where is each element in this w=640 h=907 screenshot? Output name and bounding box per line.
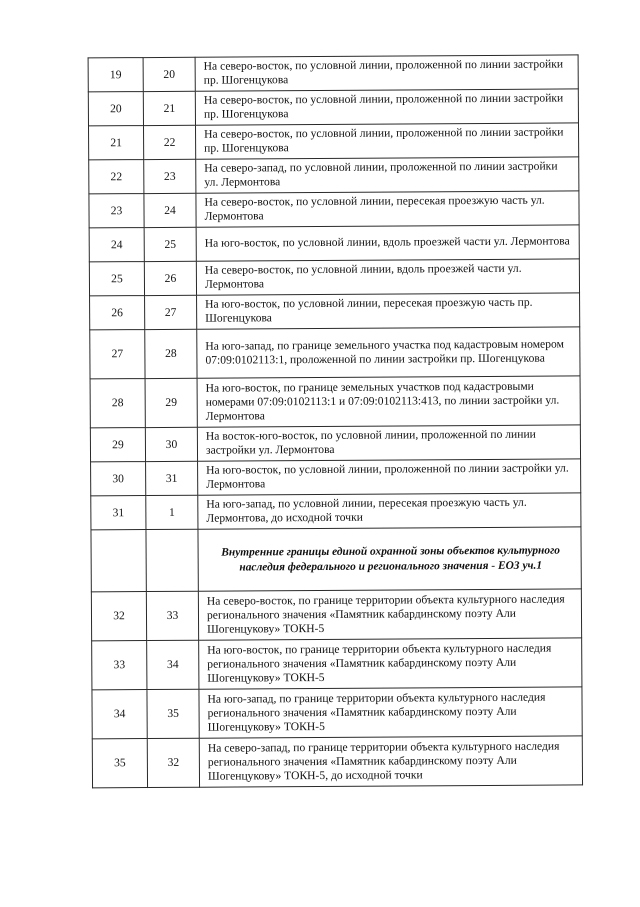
point-to-cell: 22 [143, 125, 195, 159]
table-row [91, 589, 581, 641]
point-from-cell: 27 [90, 330, 145, 379]
point-from-cell [91, 530, 146, 592]
table-row [90, 376, 580, 428]
description-cell: На восток-юго-восток, по условной линии, проложенной по линии застройки ул. Лермонтова [197, 425, 580, 461]
point-to-cell: 28 [145, 329, 197, 378]
description-cell: На северо-запад, по условной линии, проложенной по линии застройки ул. Лермонтова [196, 157, 579, 193]
point-to-cell: 24 [144, 193, 196, 227]
description-cell: На юго-восток, по границе земельных участков под кадастровыми номерами 07:09:0102113:1 и 07:09:0102113:413, по линии застройки ул. Лермонтова [197, 376, 580, 427]
point-to-cell: 31 [146, 461, 198, 495]
point-from-cell: 31 [91, 496, 146, 530]
point-from-cell: 19 [88, 58, 143, 92]
description-cell: На северо-восток, по условной линии, проложенной по линии застройки пр. Шогенцукова [195, 123, 578, 159]
table-row [90, 425, 580, 462]
description-cell: На северо-запад, по границе территории объекта культурного наследия регионального значения «Памятник кабардинскому поэту Али Шогенцукову» ТОКН-5, до исходной точки [199, 736, 582, 787]
point-from-cell: 20 [88, 92, 143, 126]
point-to-cell: 29 [145, 378, 197, 427]
table-row [89, 259, 579, 296]
point-from-cell: 35 [92, 739, 147, 788]
point-from-cell: 25 [89, 262, 144, 296]
section-title-cell: Внутренние границы единой охранной зоны объектов культурного наследия федерального и регионального значения - ЕОЗ уч.1 [198, 527, 581, 591]
table-row [92, 687, 582, 739]
point-from-cell: 26 [90, 296, 145, 330]
point-to-cell: 33 [146, 591, 198, 640]
point-from-cell: 28 [90, 379, 145, 428]
table-row [88, 55, 578, 92]
point-from-cell: 32 [91, 592, 146, 641]
point-to-cell: 1 [146, 495, 198, 529]
point-to-cell: 26 [144, 261, 196, 295]
description-cell: На юго-запад, по границе земельного участка под кадастровым номером 07:09:0102113:1, проложенной по линии застройки пр. Шогенцукова [197, 327, 580, 378]
point-from-cell: 34 [92, 690, 147, 739]
table-row [90, 327, 580, 379]
point-from-cell: 29 [90, 428, 145, 462]
table-row [89, 157, 579, 194]
point-from-cell: 22 [89, 160, 144, 194]
description-cell: На юго-восток, по условной линии, вдоль проезжей части ул. Лермонтова [196, 225, 579, 261]
point-from-cell: 30 [91, 462, 146, 496]
description-cell: На юго-восток, по условной линии, проложенной по линии застройки ул. Лермонтова [198, 459, 581, 495]
table-row [89, 123, 579, 160]
description-cell: На северо-восток, по условной линии, пересекая проезжую часть ул. Лермонтова [196, 191, 579, 227]
table-row [89, 191, 579, 228]
point-to-cell: 23 [144, 159, 196, 193]
table-body [88, 55, 582, 788]
description-cell: На северо-восток, по условной линии, вдоль проезжей части ул. Лермонтова [196, 259, 579, 295]
point-to-cell: 25 [144, 227, 196, 261]
description-cell: На юго-запад, по условной линии, пересекая проезжую часть ул. Лермонтова, до исходной точки [198, 493, 581, 529]
table-row [88, 89, 578, 126]
point-to-cell: 30 [145, 427, 197, 461]
table-row [91, 459, 581, 496]
point-to-cell: 34 [147, 640, 199, 689]
table-row [89, 225, 579, 262]
point-to-cell [146, 529, 198, 591]
description-cell: На северо-восток, по границе территории объекта культурного наследия регионального значения «Памятник кабардинскому поэту Али Шогенцукову» ТОКН-5 [198, 589, 581, 640]
section-header-row [91, 527, 581, 592]
table-row [92, 736, 582, 788]
point-from-cell: 33 [92, 641, 147, 690]
table-row [92, 638, 582, 690]
description-cell: На северо-восток, по условной линии, проложенной по линии застройки пр. Шогенцукова [195, 55, 578, 91]
table-row [90, 293, 580, 330]
point-to-cell: 32 [147, 738, 199, 787]
point-to-cell: 35 [147, 689, 199, 738]
point-to-cell: 21 [143, 91, 195, 125]
description-cell: На юго-восток, по условной линии, пересекая проезжую часть пр. Шогенцукова [197, 293, 580, 329]
table-row [91, 493, 581, 530]
boundary-description-table [88, 54, 583, 788]
description-cell: На юго-запад, по границе территории объекта культурного наследия регионального значения «Памятник кабардинскому поэту Али Шогенцукову» ТОКН-5 [199, 687, 582, 738]
point-from-cell: 21 [89, 126, 144, 160]
point-to-cell: 27 [145, 295, 197, 329]
point-from-cell: 24 [89, 228, 144, 262]
description-cell: На юго-восток, по границе территории объекта культурного наследия регионального значения «Памятник кабардинскому поэту Али Шогенцукову» ТОКН-5 [199, 638, 582, 689]
description-cell: На северо-восток, по условной линии, проложенной по линии застройки пр. Шогенцукова [195, 89, 578, 125]
point-to-cell: 20 [143, 57, 195, 91]
point-from-cell: 23 [89, 194, 144, 228]
